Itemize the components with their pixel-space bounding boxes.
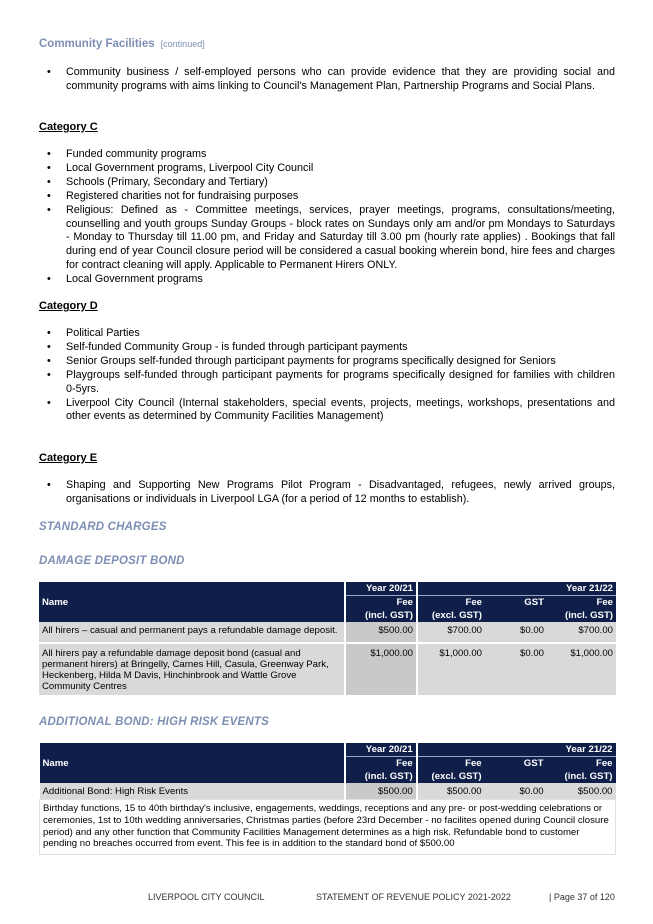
- year-curr-header: Year 21/22: [417, 582, 616, 596]
- table-header-row: [39, 582, 616, 596]
- category-d-list: [39, 327, 615, 424]
- category-e-list: [39, 479, 615, 507]
- list-item: • Senior Groups self-funded through participant payments for programs specifically designed for Seniors: [47, 354, 556, 367]
- standard-charges-heading: STANDARD CHARGES: [39, 521, 167, 533]
- incl-gst-header: (incl. GST): [547, 770, 616, 783]
- list-item: • Local Government programs, Liverpool City Council: [47, 161, 314, 174]
- list-item: • Playgroups self-funded through participant payments for programs specifically designed for families with children 0-5yrs.: [47, 368, 615, 395]
- list-item: • Funded community programs: [47, 148, 207, 160]
- fee-header: Fee: [345, 757, 417, 771]
- damage-bond-heading: DAMAGE DEPOSIT BOND: [39, 555, 185, 567]
- list-item: • Community business / self-employed persons who can provide evidence that they are providing social and community programs with aims linking to Council's Management Plan, Partnership Programs and Social Plans.: [47, 66, 615, 92]
- footer-page-number: | Page 37 of 120: [549, 892, 615, 902]
- fee-header: Fee: [547, 596, 616, 610]
- section-title-text: Community Facilities: [39, 38, 155, 50]
- high-risk-heading: ADDITIONAL BOND: HIGH RISK EVENTS: [39, 716, 270, 728]
- table-row: Additional Bond: High Risk Events $500.00 $500.00 $0.00 $500.00: [40, 783, 616, 800]
- incl-gst-header: (incl. GST): [547, 609, 616, 622]
- name-header: Name: [40, 743, 345, 783]
- category-d-heading: Category D: [39, 300, 98, 312]
- incl-gst-header: (incl. GST): [345, 770, 417, 783]
- list-item: • Registered charities not for fundraising purposes: [47, 189, 299, 202]
- gst-header: GST: [485, 596, 547, 623]
- year-prev-header: Year 20/21: [345, 582, 417, 596]
- fee-header: Fee: [345, 596, 417, 610]
- category-c-list: [39, 148, 615, 287]
- list-item: • Liverpool City Council (Internal stakeholders, special events, projects, meetings, workshops, presentations and other events as determined by Community Facilities Management): [47, 396, 615, 423]
- list-item: • Political Parties: [47, 327, 140, 339]
- table-row: All hirers pay a refundable damage deposit bond (casual and permanent hirers) at Bringelly, Carnes Hill, Casula, Greenway Park, Heckenberg, Hilda M Davis, Hinchinbrook and Wattle Grove Community Centres $1,000.00 $1,000.00 $0.00 $1,000.00: [39, 643, 616, 695]
- damage-bond-table: [39, 582, 616, 695]
- intro-bullet-list: [39, 66, 615, 94]
- list-item: • Self-funded Community Group - is funded through participant payments: [47, 340, 408, 353]
- fee-header: Fee: [547, 757, 616, 771]
- list-item: • Shaping and Supporting New Programs Pilot Program - Disadvantaged, refugees, newly arrived groups, organisations or individuals in Liverpool LGA (for a period of 12 months to establish).: [47, 479, 615, 505]
- category-c-heading: Category C: [39, 121, 98, 133]
- footer-council: LIVERPOOL CITY COUNCIL: [148, 892, 265, 902]
- table-description-row: Birthday functions, 15 to 40th birthday's inclusive, engagements, weddings, receptions and any pre- or post-wedding celebrations or ceremonies, 1st to 10th wedding anniversaries, Christmas parties (before 23rd December - no facilites opened during Council closure period) and any other function that Community Facilities Management determines as a high risk. Refundable bond to customer pending no breaches occurred from event. This fee is in addition to the standard bond of $500.00: [40, 800, 616, 855]
- category-e-heading: Category E: [39, 452, 98, 464]
- year-prev-header: Year 20/21: [345, 743, 417, 757]
- section-title: [39, 38, 205, 50]
- fee-header: Fee: [417, 596, 485, 610]
- name-header: Name: [39, 582, 345, 622]
- list-item: • Local Government programs: [47, 273, 203, 286]
- table-row: All hirers – casual and permanent pays a refundable damage deposit. $500.00 $700.00 $0.00 $700.00: [39, 622, 616, 643]
- excl-gst-header: (excl. GST): [417, 609, 485, 622]
- high-risk-table: [39, 743, 616, 855]
- gst-header: GST: [485, 757, 547, 784]
- table-header-row: [40, 743, 616, 757]
- footer-statement: STATEMENT OF REVENUE POLICY 2021-2022: [316, 892, 511, 902]
- list-item: • Religious: Defined as - Committee meetings, services, prayer meetings, programs, consultations/meeting, counselling and youth groups Sunday Groups - block rates on Sundays only am and/or pm Mondays to Saturdays - Monday to Thursday till 11.00 pm, and Friday and Saturday till 3.00 pm (hourly rate applies) . Bookings that fall during end of year Council closure period will be considered a casual booking wherein bond, hire fees and charges for contract cleaning will apply. Applicable to Permanent Hirers ONLY.: [47, 203, 615, 272]
- incl-gst-header: (incl. GST): [345, 609, 417, 622]
- section-continued: [continued]: [160, 39, 205, 49]
- year-curr-header: Year 21/22: [417, 743, 616, 757]
- fee-header: Fee: [417, 757, 485, 771]
- list-item: • Schools (Primary, Secondary and Tertiary): [47, 175, 268, 188]
- excl-gst-header: (excl. GST): [417, 770, 485, 783]
